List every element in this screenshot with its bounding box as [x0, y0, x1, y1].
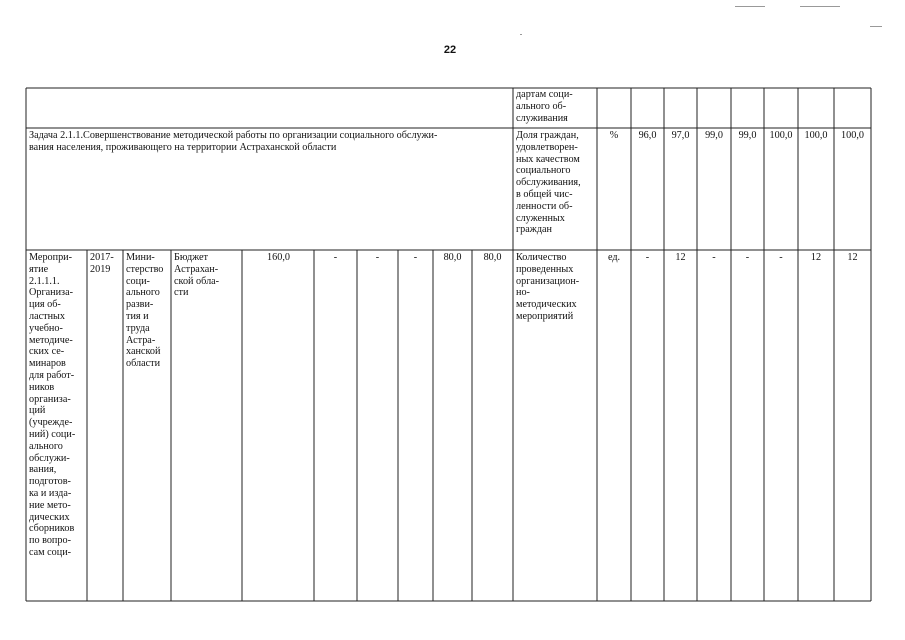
measure-value-2020: 12	[847, 252, 858, 263]
measure-funding-2015: -	[375, 252, 380, 263]
scan-speck	[800, 6, 840, 7]
measure-value-2019: 12	[810, 252, 822, 263]
measure-value-2014: -	[645, 252, 650, 263]
measure-unit: ед.	[607, 252, 621, 263]
measure-executor: Мини- стерство соци- ального разви- тия и труда Астра- ханской области	[126, 252, 164, 370]
task-indicator: Доля граждан, удовлетворен- ных качеством социального обслуживания, в общей чис- ленности об- служенных граждан	[516, 130, 581, 236]
top-row-indicator: дартам соци- ального об- служивания	[516, 89, 573, 124]
scan-speck	[735, 6, 765, 7]
measure-funding-2018: 80,0	[483, 252, 502, 263]
measure-funding-source: Бюджет Астрахан- ской обла- сти	[174, 252, 220, 299]
task-value-2018: 100,0	[769, 130, 793, 141]
task-value-2020: 100,0	[841, 130, 864, 141]
task-unit: %	[609, 130, 619, 141]
measure-funding-total: 160,0	[267, 252, 290, 263]
scan-speck	[870, 26, 882, 27]
scan-speck	[520, 34, 522, 35]
measure-value-2016: -	[712, 252, 716, 263]
task-title: Задача 2.1.1.Совершенствование методической работы по организации социального обслужи- вания населения, проживающего на территории Астраханской области	[29, 130, 438, 153]
measure-funding-2016: -	[413, 252, 418, 263]
task-value-2017: 99,0	[738, 130, 757, 141]
measure-funding-2014: -	[333, 252, 338, 263]
measure-value-2017: -	[745, 252, 750, 263]
measure-indicator: Количество проведенных организацион- но- методических мероприятий	[516, 252, 580, 322]
task-value-2016: 99,0	[705, 130, 723, 141]
measure-name: Меропри- ятие 2.1.1.1. Организа- ция об- ластных учебно- методиче- ских се- минаров для работ- ников организа- ций (учрежде- ний) соци- ального обслужи- вания, подготов- ка и изда- ние мето- дических сборников по вопро- сам соци-	[29, 252, 76, 558]
measure-period: 2017- 2019	[90, 252, 114, 275]
measure-funding-2017: 80,0	[443, 252, 462, 263]
page-number: 22	[443, 44, 457, 56]
measure-value-2018: -	[779, 252, 783, 263]
task-value-2014: 96,0	[638, 130, 657, 141]
task-value-2019: 100,0	[804, 130, 828, 141]
measure-value-2015: 12	[675, 252, 686, 263]
task-value-2015: 97,0	[671, 130, 690, 141]
